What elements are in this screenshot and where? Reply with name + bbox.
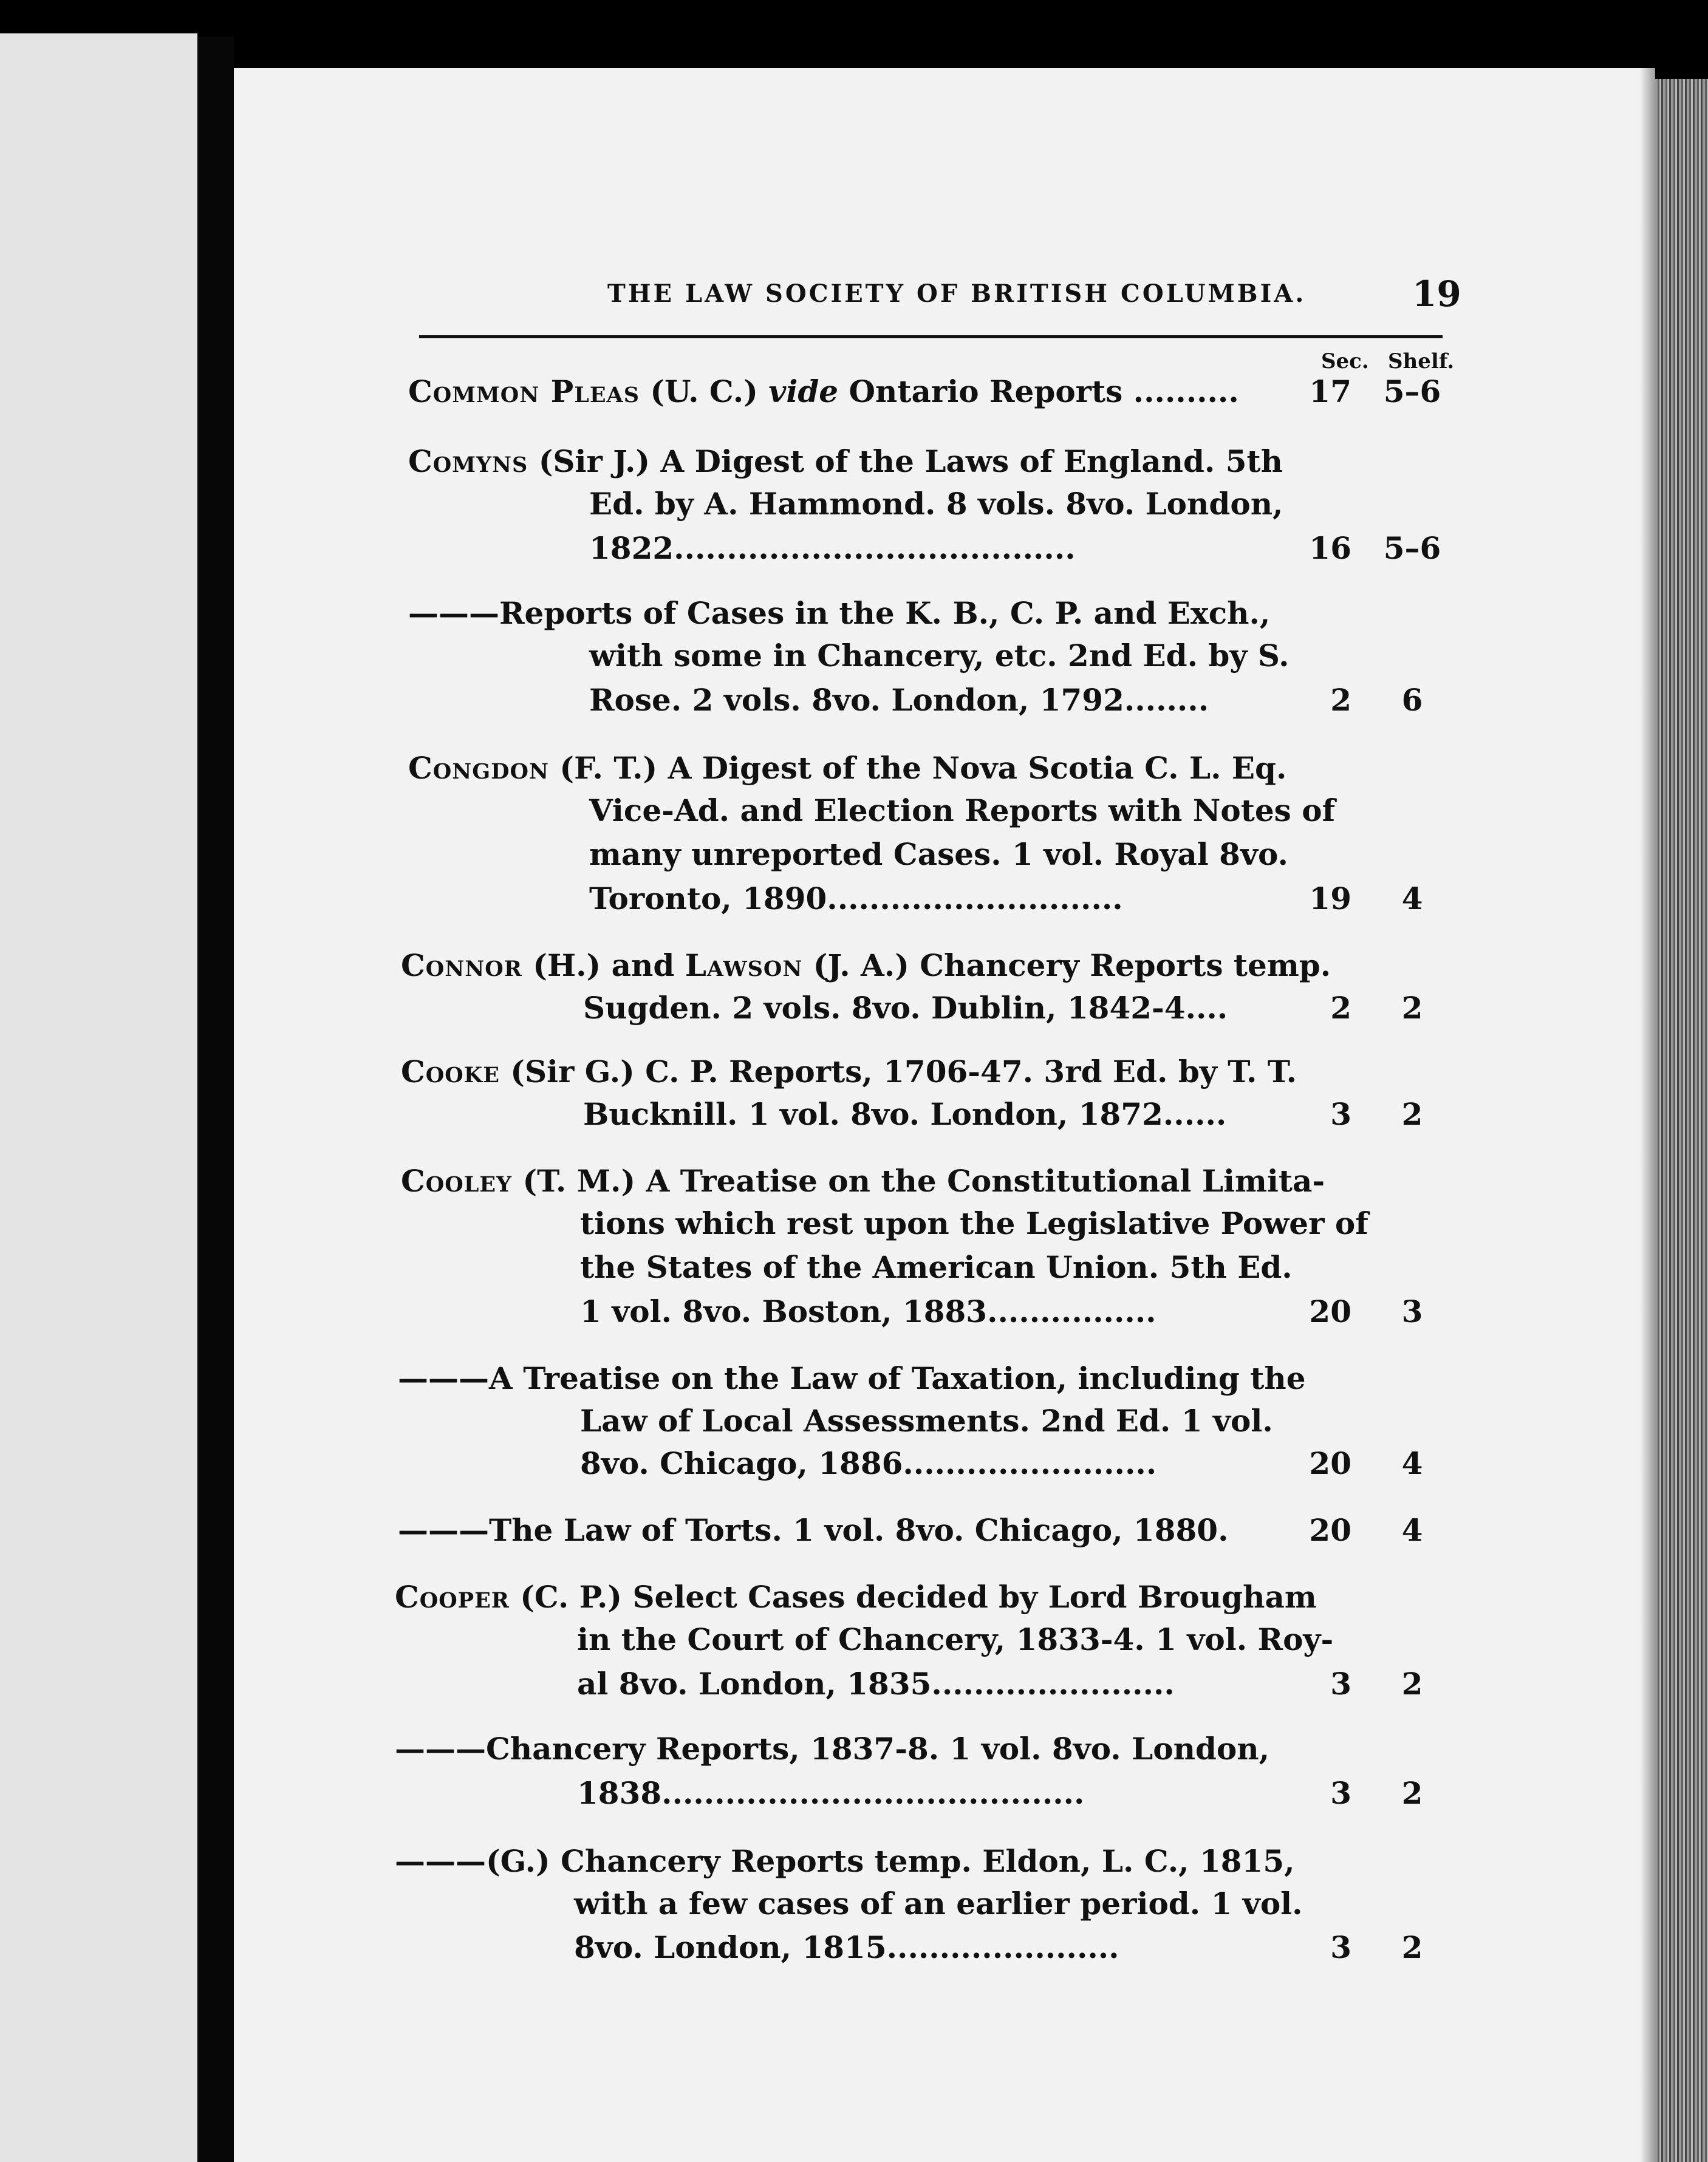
shelf-number: 4 (1401, 1445, 1423, 1481)
sec-number: 3 (1330, 1775, 1351, 1811)
entry-text: (J. A.) Chancery Reports temp. (802, 947, 1331, 983)
entry-text: tions which rest upon the Legislative Power of (580, 1205, 1368, 1241)
entry-line (580, 1403, 1273, 1439)
entry-text: Ed. by A. Hammond. 8 vols. 8vo. London, (589, 486, 1283, 522)
book-gutter (197, 36, 234, 2162)
entry-text: ———Chancery Reports, 1837-8. 1 vol. 8vo. London, (395, 1731, 1270, 1767)
entry-text: 1838........................................ (577, 1775, 1085, 1811)
header-rule (419, 335, 1443, 338)
entry-text: (F. T.) A Digest of the Nova Scotia C. L. Eq. (549, 750, 1287, 786)
sec-number: 20 (1309, 1512, 1351, 1548)
shelf-number: 2 (1401, 1096, 1423, 1132)
shelf-number: 5–6 (1383, 373, 1441, 409)
sec-number: 16 (1309, 530, 1351, 566)
entry-line (589, 881, 1123, 916)
entry-line (577, 1775, 1085, 1811)
entry-text: (Sir J.) A Digest of the Laws of England. 5th (528, 443, 1283, 479)
sec-number: 3 (1330, 1096, 1351, 1132)
entry-text: ———The Law of Torts. 1 vol. 8vo. Chicago, 1880. (398, 1512, 1229, 1548)
entry-line (398, 1360, 1306, 1396)
entry-text: ———Reports of Cases in the K. B., C. P. and Exch., (408, 595, 1271, 631)
entry-text: Sugden. 2 vols. 8vo. Dublin, 1842-4.... (583, 990, 1228, 1026)
entry-line (395, 1843, 1295, 1879)
entry-text: in the Court of Chancery, 1833-4. 1 vol. Roy- (577, 1622, 1334, 1657)
entry-line (574, 1886, 1303, 1922)
page-stack-edge (1655, 79, 1708, 2162)
entry-text: (H.) and (522, 947, 685, 983)
entry-line (589, 793, 1336, 828)
entry-text: al 8vo. London, 1835....................... (577, 1666, 1175, 1702)
sec-number: 19 (1309, 881, 1351, 916)
shelf-number: 3 (1401, 1294, 1423, 1329)
entry-text: with some in Chancery, etc. 2nd Ed. by S. (589, 638, 1290, 673)
entry-text: 1822...................................... (589, 530, 1076, 566)
sec-number: 17 (1309, 373, 1351, 409)
entry-line (408, 443, 1283, 479)
page-number: 19 (1412, 273, 1461, 315)
author-name: Congdon (408, 750, 549, 786)
page-shadow (1640, 68, 1655, 2162)
author-name: Cooper (395, 1579, 510, 1615)
entry-line (408, 750, 1287, 786)
entry-text: 1 vol. 8vo. Boston, 1883................ (580, 1294, 1156, 1329)
entry-line (398, 1512, 1229, 1548)
shelf-number: 2 (1401, 1775, 1423, 1811)
sec-number: 20 (1309, 1445, 1351, 1481)
column-header-shelf: Shelf. (1388, 349, 1455, 373)
facing-page-edge (0, 33, 197, 2162)
shelf-number: 2 (1401, 1929, 1423, 1965)
entry-line (583, 990, 1228, 1026)
shelf-number: 4 (1401, 881, 1423, 916)
entry-text: Rose. 2 vols. 8vo. London, 1792........ (589, 682, 1209, 718)
shelf-number: 2 (1401, 990, 1423, 1026)
entry-line (408, 373, 1239, 409)
entry-text: Ontario Reports .......... (838, 373, 1239, 409)
entry-text: Toronto, 1890............................ (589, 881, 1123, 916)
sec-number: 2 (1330, 990, 1351, 1026)
entry-line (574, 1929, 1119, 1965)
entry-text: Bucknill. 1 vol. 8vo. London, 1872...... (583, 1096, 1227, 1132)
entry-line (580, 1205, 1368, 1241)
author-name: Common Pleas (408, 373, 640, 409)
column-header-sec: Sec. (1321, 349, 1369, 373)
sec-number: 3 (1330, 1929, 1351, 1965)
entry-line (589, 836, 1288, 872)
entry-line (580, 1249, 1293, 1285)
entry-italic: vide (768, 373, 839, 409)
shelf-number: 2 (1401, 1666, 1423, 1702)
entry-text: ———A Treatise on the Law of Taxation, including the (398, 1360, 1306, 1396)
entry-text: (Sir G.) C. P. Reports, 1706-47. 3rd Ed. by T. T. (499, 1054, 1297, 1090)
entry-line (589, 682, 1209, 718)
entry-line (580, 1445, 1157, 1481)
shelf-number: 4 (1401, 1512, 1423, 1548)
entry-text: 8vo. Chicago, 1886........................ (580, 1445, 1157, 1481)
entry-line (401, 1163, 1325, 1199)
entry-line (583, 1096, 1227, 1132)
entry-text: the States of the American Union. 5th Ed. (580, 1249, 1293, 1285)
entry-text: Law of Local Assessments. 2nd Ed. 1 vol. (580, 1403, 1273, 1439)
sec-number: 2 (1330, 682, 1351, 718)
entry-text: (T. M.) A Treatise on the Constitutional Limita- (512, 1163, 1325, 1199)
entry-text: many unreported Cases. 1 vol. Royal 8vo. (589, 836, 1288, 872)
entry-text: Vice-Ad. and Election Reports with Notes of (589, 793, 1336, 828)
author-name: Cooley (401, 1163, 513, 1199)
entry-line (401, 947, 1331, 983)
entry-line (395, 1579, 1317, 1615)
entry-text: with a few cases of an earlier period. 1 vol. (574, 1886, 1303, 1922)
sec-number: 3 (1330, 1666, 1351, 1702)
sec-number: 20 (1309, 1294, 1351, 1329)
entry-line (577, 1622, 1334, 1657)
entry-line (408, 595, 1271, 631)
shelf-number: 5–6 (1383, 530, 1441, 566)
author-name: Connor (401, 947, 522, 983)
entry-line (577, 1666, 1175, 1702)
entry-text: ———(G.) Chancery Reports temp. Eldon, L. C., 1815, (395, 1843, 1295, 1879)
entry-line (589, 638, 1290, 673)
entry-text: (U. C.) (639, 373, 769, 409)
shelf-number: 6 (1401, 682, 1423, 718)
entry-line (589, 486, 1283, 522)
entry-text: (C. P.) Select Cases decided by Lord Brougham (509, 1579, 1317, 1615)
entry-text: 8vo. London, 1815...................... (574, 1929, 1119, 1965)
entry-line (401, 1054, 1297, 1090)
author-name: Lawson (685, 947, 803, 983)
running-head: THE LAW SOCIETY OF BRITISH COLUMBIA. (607, 279, 1307, 308)
entry-line (395, 1731, 1270, 1767)
author-name: Cooke (401, 1054, 500, 1090)
author-name: Comyns (408, 443, 528, 479)
entry-line (580, 1294, 1156, 1329)
entry-line (589, 530, 1076, 566)
